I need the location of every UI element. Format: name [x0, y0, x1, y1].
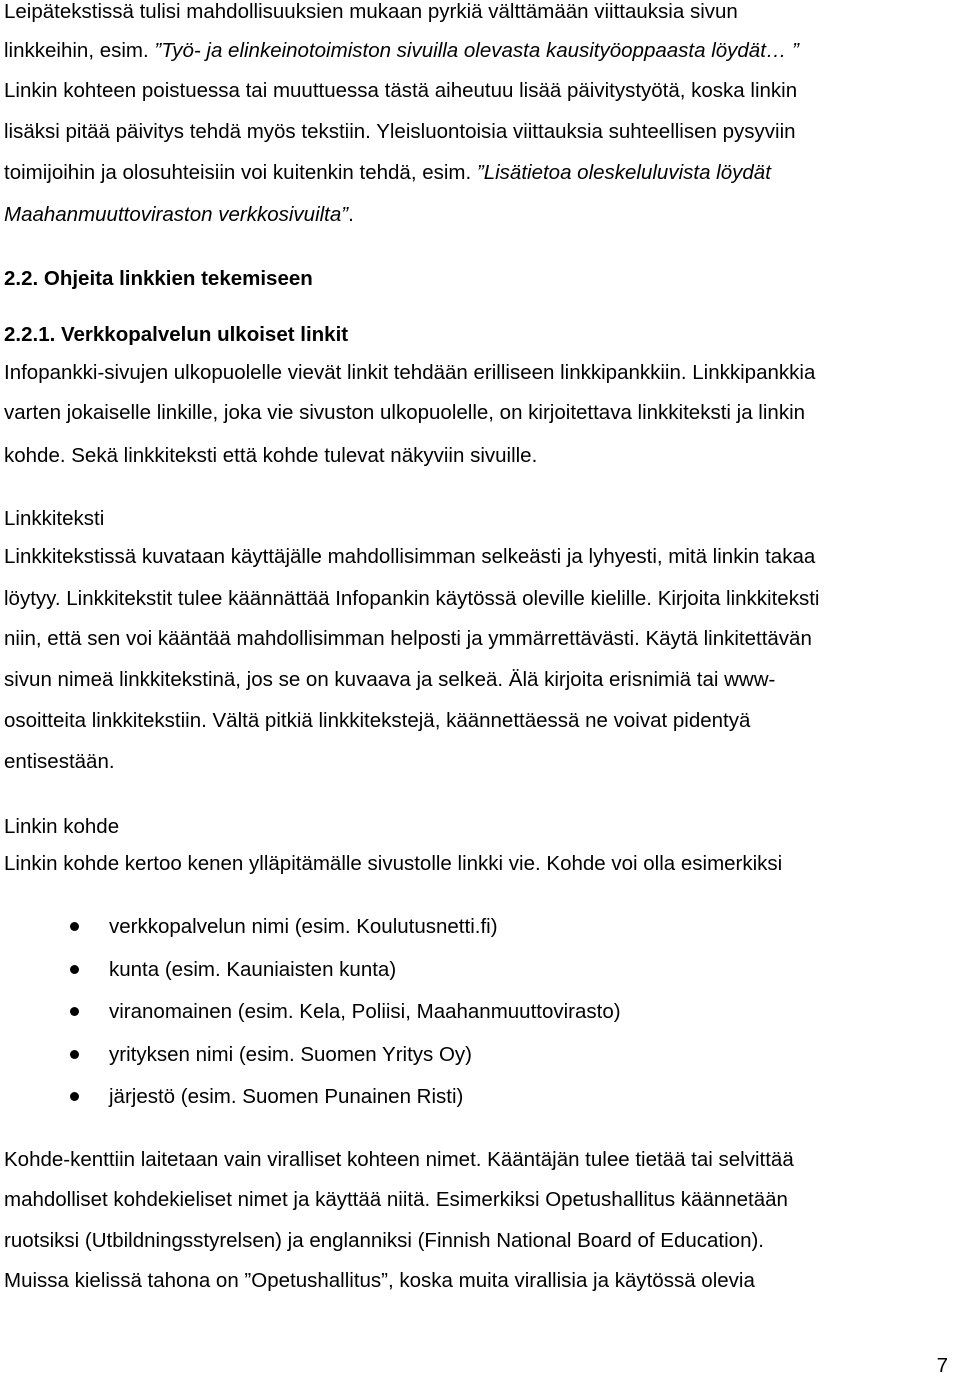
link-text-line-2: löytyy. Linkkitekstit tulee käännättää Infopankin käytössä oleville kielille. Kirjoita linkkiteksti	[4, 587, 820, 610]
intro-quote-example: ”Työ- ja elinkeinotoimiston sivuilla olevasta kausityöoppaasta löydät… ”	[154, 39, 799, 62]
list-item-text: verkkopalvelun nimi (esim. Koulutusnetti.fi)	[109, 915, 498, 938]
closing-line-1: Kohde-kenttiin laitetaan vain viralliset kohteen nimet. Kääntäjän tulee tietää tai selvittää	[4, 1148, 794, 1171]
intro-line-5-text: toimijoihin ja olosuhteisiin voi kuitenkin tehdä, esim.	[4, 161, 477, 184]
intro-line-2	[4, 39, 799, 63]
bullet-icon	[70, 1007, 79, 1016]
bullet-icon	[70, 922, 79, 931]
intro-line-4: lisäksi pitää päivitys tehdä myös tekstiin. Yleisluontoisia viittauksia suhteellisen pysyviin	[4, 120, 796, 143]
intro-line-2-text: linkkeihin, esim.	[4, 39, 155, 62]
bullet-icon	[70, 1050, 79, 1059]
section-para-line-2: varten jokaiselle linkille, joka vie sivuston ulkopuolelle, on kirjoitettava linkkiteksti ja linkin	[4, 401, 806, 424]
link-text-line-3: niin, että sen voi kääntää mahdollisimman helposti ja ymmärrettävästi. Käytä linkitettävän	[4, 627, 812, 650]
page-number: 7	[936, 1354, 948, 1377]
list-item-text: viranomainen (esim. Kela, Poliisi, Maahanmuuttovirasto)	[109, 1000, 621, 1023]
link-text-heading: Linkkiteksti	[4, 507, 105, 530]
bullet-icon	[70, 1092, 79, 1101]
list-item-text: yrityksen nimi (esim. Suomen Yritys Oy)	[109, 1043, 473, 1066]
intro-line-5	[4, 161, 771, 185]
intro-quote-example-2: ”Lisätietoa oleskeluluvista löydät	[476, 161, 771, 184]
intro-quote-example-2-end: Maahanmuuttoviraston verkkosivuilta”	[4, 203, 349, 226]
link-target-heading: Linkin kohde	[4, 815, 120, 838]
section-para-line-1: Infopankki-sivujen ulkopuolelle vievät linkit tehdään erilliseen linkkipankkiin. Linkkipankkia	[4, 361, 816, 384]
link-text-line-5: osoitteita linkkitekstiin. Vältä pitkiä linkkitekstejä, käännettäessä ne voivat pidentyä	[4, 709, 751, 732]
closing-line-4: Muissa kielissä tahona on ”Opetushallitus”, koska muita virallisia ja käytössä olevia	[4, 1269, 755, 1292]
list-item-text: kunta (esim. Kauniaisten kunta)	[109, 958, 397, 981]
closing-line-3: ruotsiksi (Utbildningsstyrelsen) ja englanniksi (Finnish National Board of Education).	[4, 1229, 765, 1252]
intro-line-6-period: .	[348, 203, 354, 226]
closing-line-2: mahdolliset kohdekieliset nimet ja käyttää niitä. Esimerkiksi Opetushallitus käännetään	[4, 1188, 788, 1211]
bullet-icon	[70, 965, 79, 974]
section-para-line-3: kohde. Sekä linkkiteksti että kohde tulevat näkyviin sivuille.	[4, 444, 538, 467]
link-text-line-4: sivun nimeä linkkitekstinä, jos se on kuvaava ja selkeä. Älä kirjoita erisnimiä tai www-	[4, 668, 776, 691]
intro-line-3: Linkin kohteen poistuessa tai muuttuessa tästä aiheutuu lisää päivitystyötä, koska linkin	[4, 79, 798, 102]
subsection-heading: 2.2.1. Verkkopalvelun ulkoiset linkit	[4, 323, 349, 346]
section-heading: 2.2. Ohjeita linkkien tekemiseen	[4, 267, 313, 290]
link-text-line-6: entisestään.	[4, 750, 115, 773]
link-text-line-1: Linkkitekstissä kuvataan käyttäjälle mahdollisimman selkeästi ja lyhyesti, mitä linkin takaa	[4, 545, 816, 568]
list-item-text: järjestö (esim. Suomen Punainen Risti)	[109, 1085, 464, 1108]
intro-line-6	[4, 203, 354, 227]
intro-line-1: Leipätekstissä tulisi mahdollisuuksien mukaan pyrkiä välttämään viittauksia sivun	[4, 0, 738, 23]
link-target-intro: Linkin kohde kertoo kenen ylläpitämälle sivustolle linkki vie. Kohde voi olla esimerkiksi	[4, 852, 783, 875]
